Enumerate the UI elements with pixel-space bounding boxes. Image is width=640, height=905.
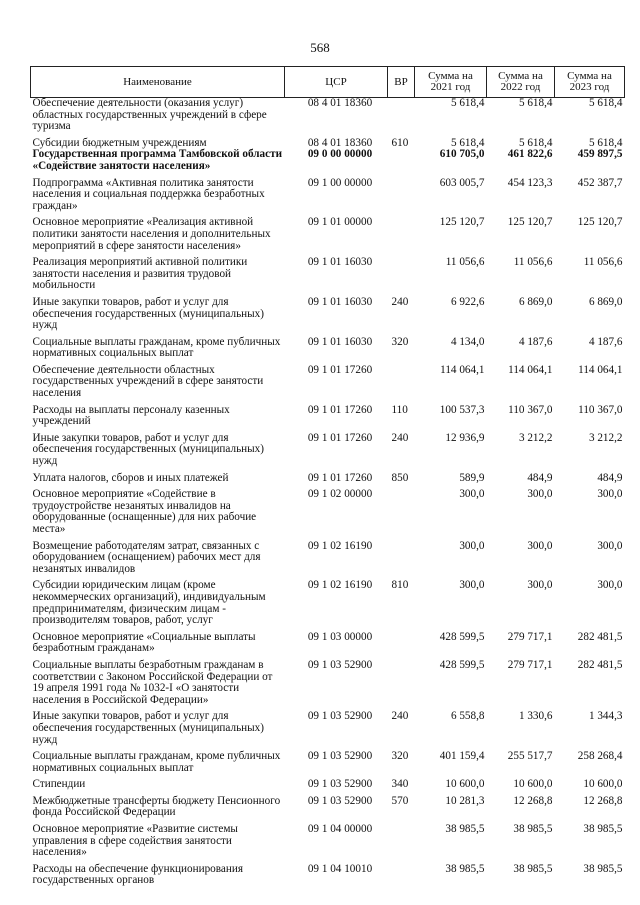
row-sum-2021: 610 705,0 [439, 148, 485, 161]
table-body [31, 98, 625, 888]
row-sum-2021: 10 281,3 [445, 794, 485, 807]
table-row [31, 859, 625, 887]
row-name: Государственная программа Тамбовской области «Содействие занятости населения» [32, 148, 283, 172]
header-sum-2023: Сумма на 2023 год [555, 67, 625, 98]
row-csr-code: 09 1 01 16030 [307, 295, 373, 308]
row-sum-2021: 11 056,6 [445, 256, 485, 269]
row-vr-code [388, 212, 415, 252]
row-sum-2022: 38 985,5 [513, 823, 553, 836]
table-row [31, 252, 625, 292]
row-vr-code [388, 536, 415, 576]
row-sum-2023: 10 600,0 [583, 778, 623, 791]
row-vr-code [388, 360, 415, 400]
row-vr-code: 810 [391, 579, 409, 592]
row-csr-code: 09 0 00 00000 [307, 148, 373, 161]
row-sum-2023: 38 985,5 [583, 862, 623, 875]
row-vr-code [388, 655, 415, 706]
row-name: Реализация мероприятий активной политики занятости населения и развития трудовой мобильности [32, 256, 248, 292]
row-name: Основное мероприятие «Развитие системы управления в сфере содействия занятости населения» [32, 823, 238, 859]
row-sum-2023: 12 268,8 [583, 794, 623, 807]
row-sum-2023: 11 056,6 [583, 256, 623, 269]
row-sum-2022: 11 056,6 [513, 256, 553, 269]
row-csr-code: 08 4 01 18360 [307, 97, 373, 109]
table-header-row [31, 67, 625, 98]
row-name: Социальные выплаты безработным гражданам в соответствии с Законом Российской Федерации от 19 апреля 1991 года № 1032-I «О занятости населения в Российской Федерации» [32, 658, 273, 706]
row-sum-2023: 459 897,5 [577, 148, 623, 161]
row-sum-2021: 114 064,1 [440, 363, 485, 376]
header-vr: ВР [388, 67, 415, 98]
row-sum-2021: 6 922,6 [450, 295, 485, 308]
row-sum-2023: 114 064,1 [578, 363, 623, 376]
row-name: Основное мероприятие «Социальные выплаты безработным гражданам» [32, 630, 256, 655]
table-row [31, 133, 625, 150]
row-sum-2021: 5 618,4 [450, 136, 485, 149]
row-sum-2022: 38 985,5 [513, 862, 553, 875]
row-vr-code [388, 819, 415, 859]
row-sum-2021: 5 618,4 [450, 97, 485, 109]
row-sum-2022: 300,0 [527, 579, 553, 592]
table-row [31, 774, 625, 791]
row-sum-2021: 4 134,0 [450, 335, 485, 348]
row-sum-2021: 428 599,5 [439, 658, 485, 671]
row-vr-code: 340 [391, 778, 409, 791]
row-vr-code: 240 [391, 295, 409, 308]
row-name: Основное мероприятие «Содействие в трудоустройстве незанятых инвалидов на оборудованные (оснащенные) для них рабочие места» [32, 488, 257, 535]
row-sum-2023: 4 187,6 [588, 335, 623, 348]
row-name: Стипендии [32, 778, 86, 791]
row-vr-code: 610 [391, 136, 409, 149]
row-sum-2021: 300,0 [459, 539, 485, 552]
row-csr-code: 09 1 03 52900 [307, 794, 373, 807]
row-sum-2021: 300,0 [459, 488, 485, 501]
row-vr-code: 320 [391, 335, 409, 348]
row-sum-2023: 300,0 [597, 488, 623, 501]
row-sum-2022: 454 123,3 [507, 176, 553, 189]
row-name: Обеспечение деятельности (оказания услуг) областных государственных учреждений в сфере туризма [32, 97, 267, 133]
row-vr-code: 240 [391, 431, 409, 444]
table-row [31, 484, 625, 535]
row-vr-code [388, 484, 415, 535]
row-csr-code: 09 1 03 00000 [307, 630, 373, 643]
row-name: Расходы на обеспечение функционирования государственных органов [32, 862, 243, 887]
row-vr-code: 110 [391, 403, 408, 416]
row-name: Возмещение работодателям затрат, связанных с оборудованием (оснащением) рабочих мест для незанятых инвалидов [32, 539, 261, 575]
row-sum-2022: 10 600,0 [513, 778, 553, 791]
table-row [31, 706, 625, 746]
table-row [31, 149, 625, 172]
row-sum-2023: 5 618,4 [588, 97, 623, 109]
table-row [31, 332, 625, 360]
row-csr-code: 09 1 02 16190 [307, 579, 373, 592]
table-row [31, 791, 625, 819]
row-vr-code: 850 [391, 471, 409, 484]
row-vr-code: 240 [391, 710, 409, 723]
row-vr-code [388, 252, 415, 292]
row-sum-2021: 589,9 [459, 471, 485, 484]
row-name: Иные закупки товаров, работ и услуг для обеспечения государственных (муниципальных) нужд [32, 295, 264, 332]
row-sum-2021: 125 120,7 [439, 216, 485, 229]
row-sum-2022: 484,9 [527, 471, 553, 484]
row-sum-2022: 5 618,4 [518, 97, 553, 109]
row-csr-code: 08 4 01 18360 [307, 136, 373, 149]
row-sum-2021: 6 558,8 [450, 710, 485, 723]
row-name: Социальные выплаты гражданам, кроме публичных нормативных социальных выплат [32, 750, 281, 774]
row-name: Основное мероприятие «Реализация активной политики занятости населения и дополнительных мероприятий в сфере занятости населения» [32, 216, 271, 252]
row-csr-code: 09 1 01 17260 [307, 471, 373, 484]
row-sum-2023: 452 387,7 [577, 176, 623, 189]
row-sum-2022: 300,0 [527, 488, 553, 501]
table-row [31, 627, 625, 655]
row-name: Социальные выплаты гражданам, кроме публичных нормативных социальных выплат [32, 335, 281, 360]
row-sum-2021: 12 936,9 [445, 431, 485, 444]
row-sum-2021: 401 159,4 [439, 750, 485, 763]
row-sum-2023: 258 268,4 [577, 750, 623, 763]
table-row [31, 746, 625, 774]
row-sum-2021: 38 985,5 [445, 862, 485, 875]
table-row [31, 428, 625, 468]
row-csr-code: 09 1 01 17260 [307, 363, 373, 376]
row-csr-code: 09 1 03 52900 [307, 778, 373, 791]
row-name: Иные закупки товаров, работ и услуг для обеспечения государственных (муниципальных) нужд [32, 710, 264, 746]
row-sum-2023: 6 869,0 [588, 295, 623, 308]
row-sum-2021: 428 599,5 [439, 630, 485, 643]
row-sum-2022: 3 212,2 [518, 431, 553, 444]
row-sum-2023: 300,0 [597, 579, 623, 592]
table-row [31, 173, 625, 213]
table-row [31, 400, 625, 428]
row-sum-2023: 3 212,2 [588, 431, 623, 444]
row-sum-2022: 461 822,6 [507, 148, 553, 161]
row-csr-code: 09 1 02 00000 [307, 488, 373, 501]
row-sum-2023: 282 481,5 [577, 658, 623, 671]
row-csr-code: 09 1 03 52900 [307, 750, 373, 763]
row-csr-code: 09 1 01 16030 [307, 335, 373, 348]
header-sum-2021: Сумма на 2021 год [415, 67, 487, 98]
row-sum-2021: 603 005,7 [439, 176, 485, 189]
row-sum-2022: 6 869,0 [518, 295, 553, 308]
row-sum-2022: 110 367,0 [508, 403, 553, 416]
row-csr-code: 09 1 00 00000 [307, 176, 373, 189]
budget-table [30, 66, 625, 887]
row-sum-2022: 255 517,7 [507, 750, 553, 763]
row-name: Межбюджетные трансферты бюджету Пенсионного фонда Российской Федерации [32, 794, 281, 819]
row-sum-2023: 38 985,5 [583, 823, 623, 836]
row-sum-2023: 1 344,3 [588, 710, 623, 723]
row-vr-code [388, 149, 415, 172]
row-name: Обеспечение деятельности областных государственных учреждений в сфере занятости населения [32, 363, 264, 400]
row-sum-2023: 110 367,0 [578, 403, 623, 416]
table-row [31, 536, 625, 576]
row-sum-2022: 1 330,6 [518, 710, 553, 723]
header-sum-2022: Сумма на 2022 год [487, 67, 555, 98]
row-csr-code: 09 1 03 52900 [307, 658, 373, 671]
row-name: Подпрограмма «Активная политика занятости населения и социальная поддержка безработных граждан» [32, 176, 265, 212]
header-name: Наименование [31, 67, 285, 98]
row-sum-2021: 10 600,0 [445, 778, 485, 791]
row-vr-code [388, 859, 415, 887]
row-name: Субсидии юридическим лицам (кроме некоммерческих организаций), индивидуальным предпринимателям, физическим лицам - производителям товаров, работ, услуг [32, 579, 266, 627]
row-vr-code: 320 [391, 750, 409, 763]
row-name: Иные закупки товаров, работ и услуг для обеспечения государственных (муниципальных) нужд [32, 431, 264, 468]
row-sum-2023: 300,0 [597, 539, 623, 552]
table-row [31, 292, 625, 332]
row-csr-code: 09 1 01 17260 [307, 403, 373, 416]
row-csr-code: 09 1 01 17260 [307, 431, 373, 444]
row-sum-2022: 279 717,1 [507, 658, 553, 671]
row-name: Расходы на выплаты персоналу казенных учреждений [32, 403, 230, 428]
row-vr-code [388, 98, 415, 133]
row-sum-2022: 125 120,7 [507, 216, 553, 229]
row-csr-code: 09 1 02 16190 [307, 539, 373, 552]
table-row [31, 819, 625, 859]
row-vr-code [388, 173, 415, 213]
row-csr-code: 09 1 04 00000 [307, 823, 373, 836]
row-sum-2022: 5 618,4 [518, 136, 553, 149]
row-sum-2023: 484,9 [597, 471, 623, 484]
row-name: Уплата налогов, сборов и иных платежей [32, 471, 229, 484]
row-sum-2021: 100 537,3 [439, 403, 485, 416]
row-name: Субсидии бюджетным учреждениям [32, 136, 207, 149]
row-csr-code: 09 1 04 10010 [307, 862, 373, 875]
row-sum-2022: 4 187,6 [518, 335, 553, 348]
row-sum-2023: 282 481,5 [577, 630, 623, 643]
row-sum-2023: 5 618,4 [588, 136, 623, 149]
table-row [31, 98, 625, 133]
row-vr-code [388, 627, 415, 655]
table-row [31, 360, 625, 400]
row-sum-2021: 300,0 [459, 579, 485, 592]
row-csr-code: 09 1 03 52900 [307, 710, 373, 723]
row-sum-2022: 279 717,1 [507, 630, 553, 643]
header-csr: ЦСР [285, 67, 388, 98]
table-row [31, 655, 625, 706]
row-sum-2023: 125 120,7 [577, 216, 623, 229]
row-sum-2022: 300,0 [527, 539, 553, 552]
table-row [31, 468, 625, 485]
row-csr-code: 09 1 01 00000 [307, 216, 373, 229]
row-vr-code: 570 [391, 794, 409, 807]
row-sum-2021: 38 985,5 [445, 823, 485, 836]
row-sum-2022: 12 268,8 [513, 794, 553, 807]
row-csr-code: 09 1 01 16030 [307, 256, 373, 269]
page-number: 568 [310, 40, 330, 55]
table-row [31, 212, 625, 252]
table-row [31, 575, 625, 626]
row-sum-2022: 114 064,1 [508, 363, 553, 376]
